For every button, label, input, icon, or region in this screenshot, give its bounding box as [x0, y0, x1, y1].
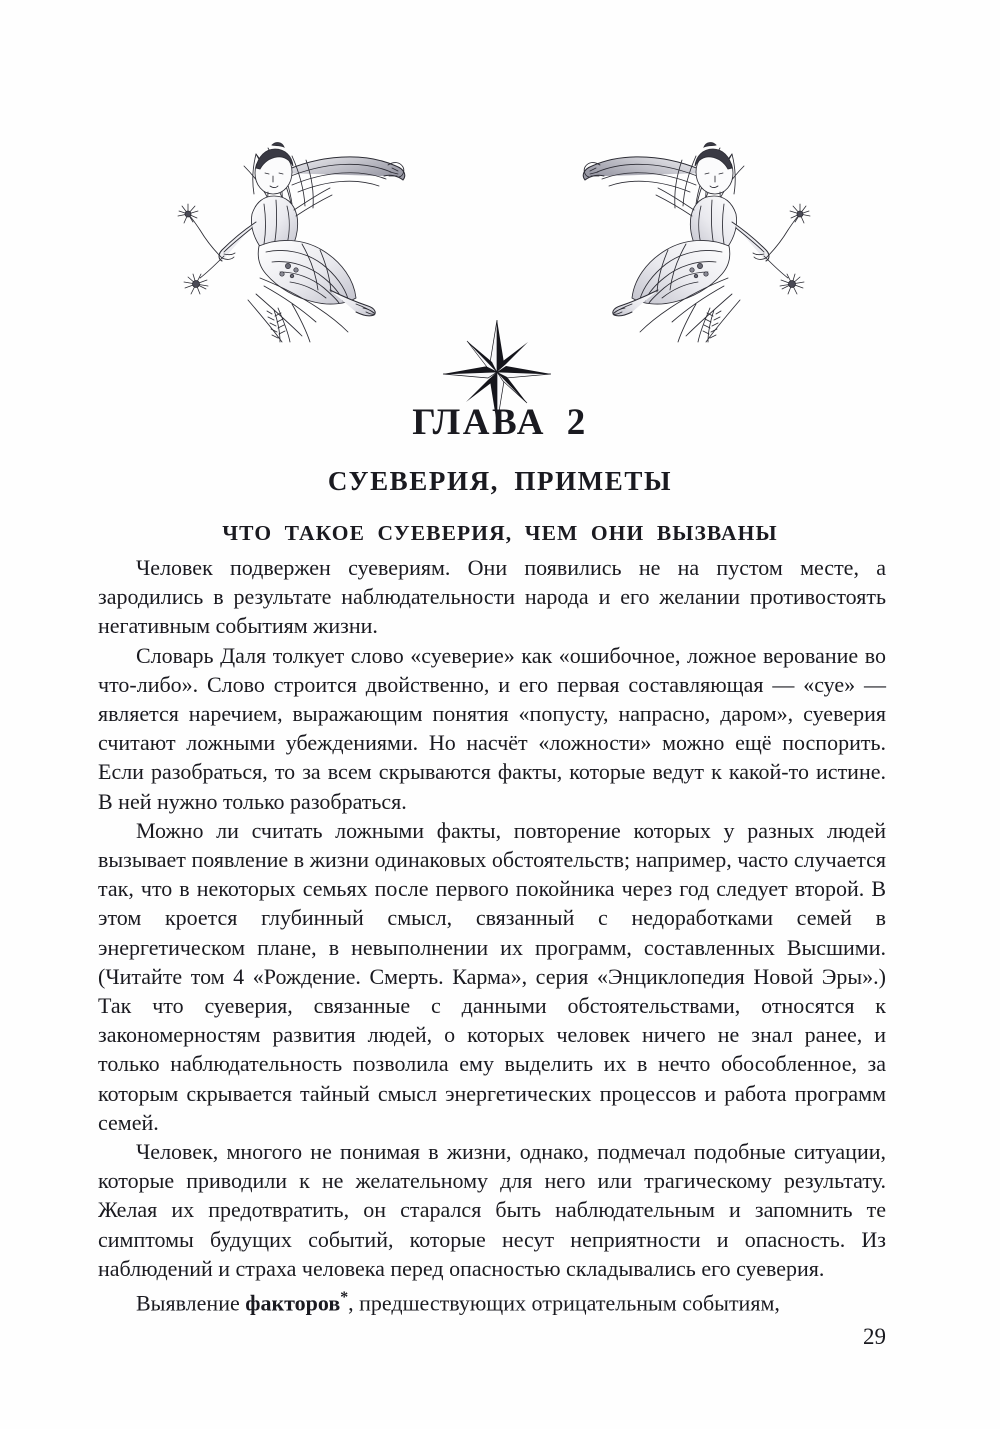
header-ornament-band: [0, 118, 1000, 343]
ornament-figure-right: [578, 118, 828, 343]
paragraph-1: Человек подвержен суевериям. Они появились не на пустом месте, а зародились в результате наблюдательности народа и его желании противостоять негативным событиям жизни.: [98, 555, 886, 639]
chapter-title: ГЛАВА 2: [412, 401, 588, 443]
ornament-figure-left: [160, 118, 410, 343]
footnote-marker: *: [340, 1289, 349, 1307]
paragraph-5-suffix: , предшествующих отрицательным событиям,: [348, 1290, 780, 1316]
page-number: 29: [863, 1324, 886, 1349]
paragraph-4: Человек, многого не понимая в жизни, однако, подмечал подобные ситуации, которые приводили к не желательному для него или трагическому результату. Желая их предотвратить, он старался быть наблюдательным и запомнить те симптомы будущих событий, которые несут неприятности и опасность. Из наблюдений и страха человека перед опасностью складывались его суеверия.: [98, 1139, 886, 1281]
section-heading: ЧТО ТАКОЕ СУЕВЕРИЯ, ЧЕМ ОНИ ВЫЗВАНЫ: [222, 520, 778, 545]
body-text-column: [98, 553, 886, 1318]
paragraph-5: [98, 1283, 886, 1318]
chapter-subtitle: СУЕВЕРИЯ, ПРИМЕТЫ: [327, 466, 673, 497]
paragraph-2: Словарь Даля толкует слово «суеверие» как «ошибочное, ложное верование во что-либо». Слово строится двойственно, и его первая составляющая — «суе» — является наречием, выражающим понятия «попусту, напрасно, даром», суеверия считают ложными убеждениями. Но насчёт «ложности» можно ещё поспорить. Если разобраться, то за всем скрываются факты, которые ведут к какой-то истине. В ней нужно только разобраться.: [98, 642, 886, 814]
paragraph-5-prefix: Выявление: [136, 1290, 246, 1316]
footnote-term: факторов: [245, 1290, 341, 1316]
paragraph-3: Можно ли считать ложными факты, повторение которых у разных людей вызывает появление в жизни одинаковых обстоятельств; например, часто случается так, что в некоторых семьях после первого покойника через год следует второй. В этом кроется глубинный смысл, связанный с недоработками семей в энергетическом плане, в невыполнении их программ, составленных Высшими. (Читайте том 4 «Рождение. Смерть. Карма», серия «Энциклопедия Новой Эры».) Так что суеверия, связанные с данными обстоятельствами, относятся к закономерностям развития людей, о которых человек ничего не знал ранее, и только наблюдательность позволила ему выделить их в нечто обособленное, за которым скрывается тайный смысл энергетических процессов и работа программ семей.: [98, 817, 886, 1135]
